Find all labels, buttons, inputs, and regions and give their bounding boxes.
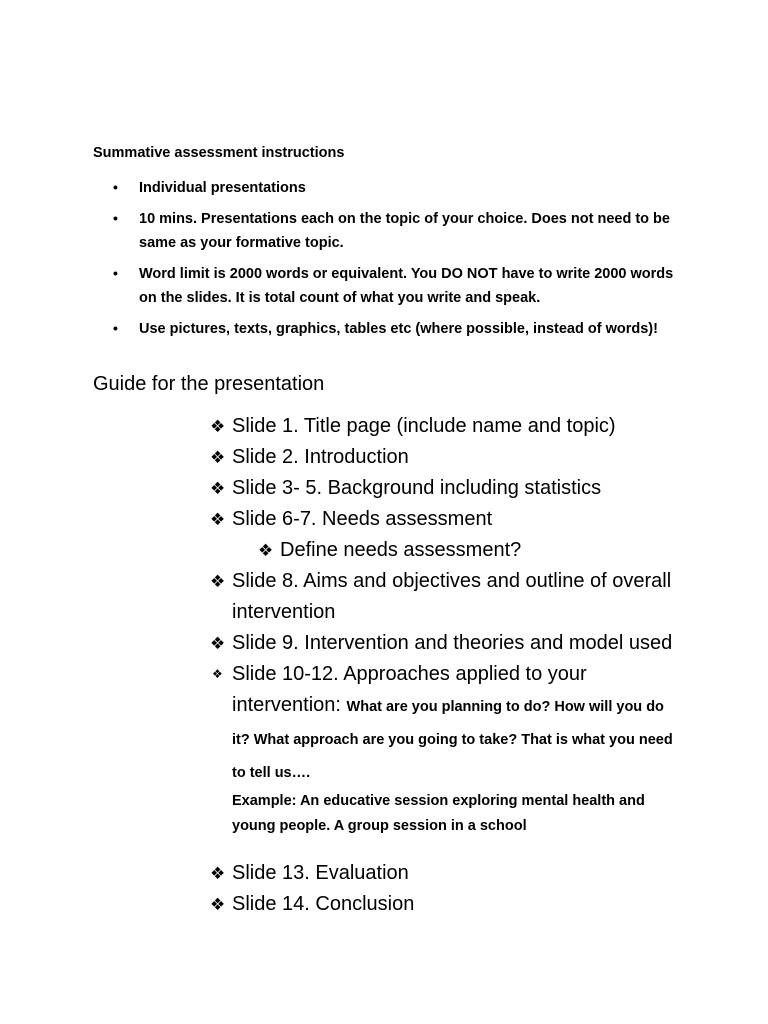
instructions-title: Summative assessment instructions xyxy=(93,145,345,161)
four-diamond-icon: ❖ xyxy=(210,448,226,467)
four-diamond-icon: ❖ xyxy=(210,510,226,529)
slide-item-text: Slide 9. Intervention and theories and model used xyxy=(232,632,673,654)
approach-detail-text: What are you planning to do? How will you do it? What approach are you going to take? That is what you need to tell us…. xyxy=(232,699,673,781)
instructions-list xyxy=(93,176,683,348)
slide-item-text: Slide 3- 5. Background including statistics xyxy=(232,477,602,499)
four-diamond-icon: ❖ xyxy=(210,895,226,914)
slide-item xyxy=(210,659,680,838)
slide-item-text: Slide 10-12. Approaches applied to your intervention: xyxy=(232,663,587,716)
bullet-dot-icon: • xyxy=(113,320,118,336)
slide-item xyxy=(210,858,680,889)
slide-item-text: Slide 13. Evaluation xyxy=(232,862,409,884)
slide-item xyxy=(210,442,680,473)
slide-item xyxy=(210,889,680,920)
bullet-dot-icon: • xyxy=(113,179,118,195)
slide-item xyxy=(210,473,680,504)
list-item xyxy=(93,262,683,310)
list-item-text: 10 mins. Presentations each on the topic of your choice. Does not need to be same as your formative topic. xyxy=(139,211,670,251)
slide-item-text: Slide 14. Conclusion xyxy=(232,893,415,915)
slide-item-text: Slide 1. Title page (include name and topic) xyxy=(232,415,616,437)
four-diamond-icon: ❖ xyxy=(210,572,226,591)
slide-item xyxy=(210,504,680,535)
four-diamond-icon: ❖ xyxy=(210,417,226,436)
list-item-text: Use pictures, texts, graphics, tables etc (where possible, instead of words)! xyxy=(139,321,658,337)
four-diamond-icon: ❖ xyxy=(212,667,223,681)
slide-sub-item xyxy=(258,535,680,566)
list-item xyxy=(93,176,683,200)
four-diamond-icon: ❖ xyxy=(210,479,226,498)
bullet-dot-icon: • xyxy=(113,265,118,281)
slide-item-text: Slide 2. Introduction xyxy=(232,446,409,468)
list-item-text: Individual presentations xyxy=(139,180,306,196)
list-item xyxy=(93,207,683,255)
slide-guide-list xyxy=(210,411,680,920)
bullet-dot-icon: • xyxy=(113,210,118,226)
four-diamond-icon: ❖ xyxy=(210,634,226,653)
four-diamond-icon: ❖ xyxy=(210,864,226,883)
slide-item xyxy=(210,628,680,659)
list-item xyxy=(93,317,683,341)
list-item-text: Word limit is 2000 words or equivalent. You DO NOT have to write 2000 words on the slides. It is total count of what you write and speak. xyxy=(139,266,674,306)
slide-item-text: Define needs assessment? xyxy=(280,539,522,561)
slide-item-text: Slide 8. Aims and objectives and outline of overall intervention xyxy=(232,570,672,623)
slide-item xyxy=(210,566,680,628)
guide-title: Guide for the presentation xyxy=(93,373,325,395)
four-diamond-icon: ❖ xyxy=(258,541,274,560)
slide-item xyxy=(210,411,680,442)
example-text: Example: An educative session exploring mental health and young people. A group session in a school xyxy=(232,793,645,834)
slide-item-text: Slide 6-7. Needs assessment xyxy=(232,508,493,530)
